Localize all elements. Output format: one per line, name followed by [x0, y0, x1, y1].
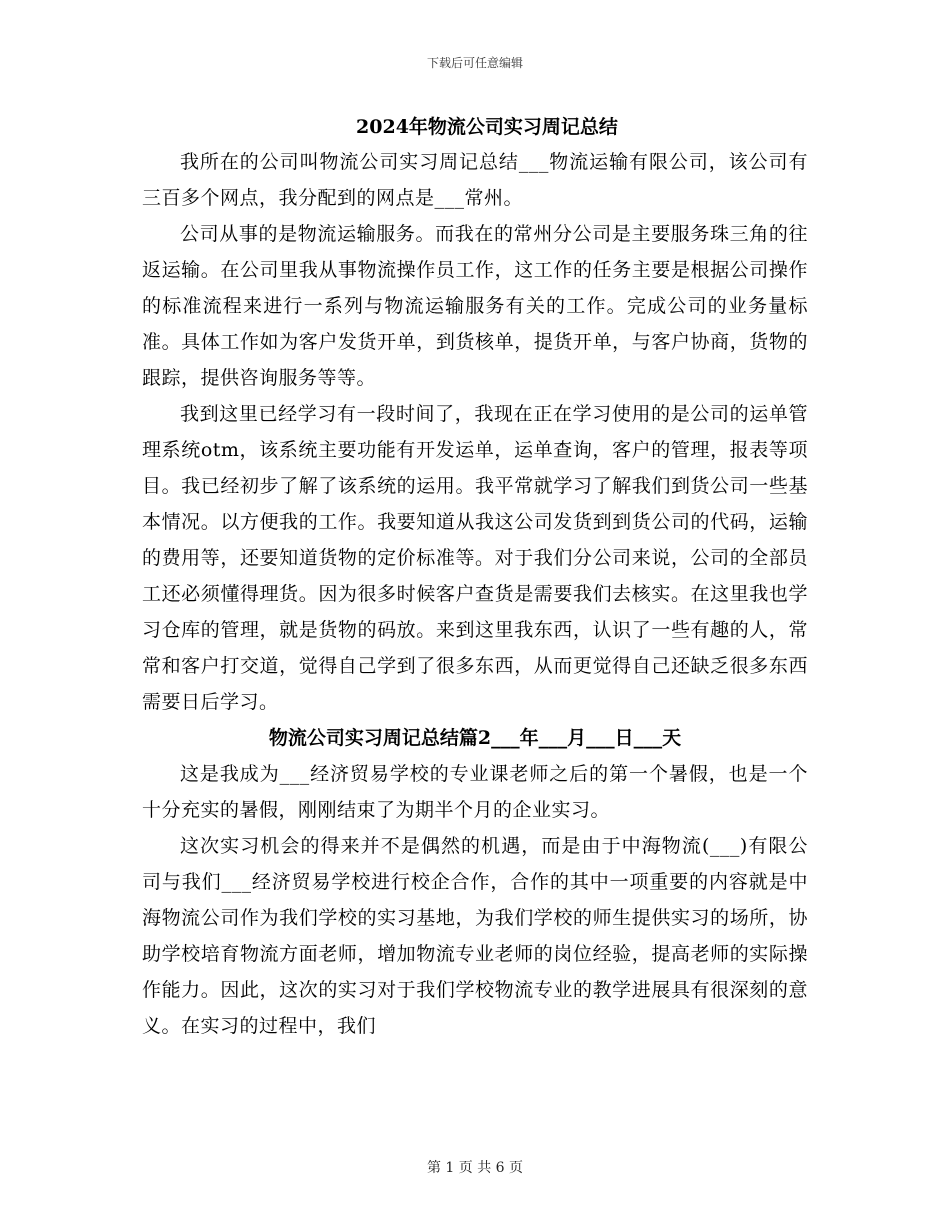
page-number: 第 1 页 共 6 页	[426, 1160, 524, 1176]
paragraph: 我所在的公司叫物流公司实习周记总结___物流运输有限公司，该公司有三百多个网点，我分配到的网点是___常州。	[142, 151, 808, 209]
section-title: 物流公司实习周记总结篇2___年___月___日___天	[268, 727, 682, 749]
paragraph: 这是我成为___经济贸易学校的专业课老师之后的第一个暑假，也是一个十分充实的暑假，刚刚结束了为期半个月的企业实习。	[142, 763, 808, 821]
paragraph: 我到这里已经学习有一段时间了，我现在正在学习使用的是公司的运单管理系统otm，该系统主要功能有开发运单，运单查询，客户的管理，报表等项目。我已经初步了解了该系统的运用。我平常就学习了解我们到货公司一些基本情况。以方便我的工作。我要知道从我这公司发货到到货公司的代码，运输的费用等，还要知道货物的定价标准等。对于我们分公司来说，公司的全部员工还必须懂得理货。因为很多时候客户查货是需要我们去核实。在这里我也学习仓库的管理，就是货物的码放。来到这里我东西，认识了一些有趣的人，常常和客户打交道，觉得自己学到了很多东西，从而更觉得自己还缺乏很多东西需要日后学习。	[142, 403, 808, 713]
document-title: 2024年物流公司实习周记总结	[356, 116, 618, 138]
document-body	[142, 110, 808, 1044]
paragraph: 这次实习机会的得来并不是偶然的机遇，而是由于中海物流(___)有限公司与我们___经济贸易学校进行校企合作，合作的其中一项重要的内容就是中海物流公司作为我们学校的实习基地，为我们学校的师生提供实习的场所，协助学校培育物流方面老师，增加物流专业老师的岗位经验，提高老师的实际操作能力。因此，这次的实习对于我们学校物流专业的教学进展具有很深刻的意义。在实习的过程中，我们	[142, 835, 808, 1037]
header-note: 下载后可任意编辑	[426, 56, 523, 70]
paragraph: 公司从事的是物流运输服务。而我在的常州分公司是主要服务珠三角的往返运输。在公司里我从事物流操作员工作，这工作的任务主要是根据公司操作的标准流程来进行一系列与物流运输服务有关的工作。完成公司的业务量标准。具体工作如为客户发货开单，到货核单，提货开单，与客户协商，货物的跟踪，提供咨询服务等等。	[142, 223, 808, 389]
